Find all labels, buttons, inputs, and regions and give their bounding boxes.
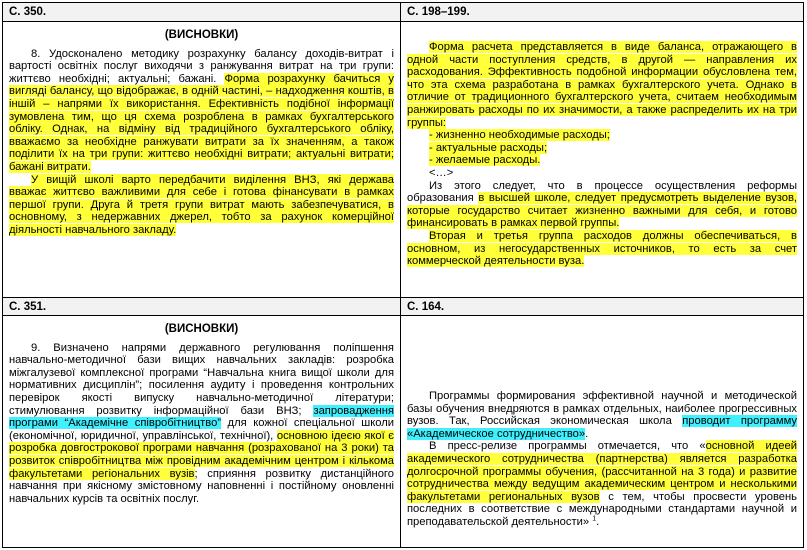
text-highlight-cyan: запровадження програми “Академічне співробітництво” bbox=[9, 404, 394, 430]
left-bottom-header: С. 351. bbox=[3, 297, 400, 316]
comparison-table bbox=[2, 2, 804, 548]
list-item: - желаемые расходы. bbox=[429, 154, 541, 167]
right-bottom-header: С. 164. bbox=[401, 297, 803, 316]
left-top-paragraph-2 bbox=[9, 174, 394, 237]
conclusions-title: (ВИСНОВКИ) bbox=[164, 29, 239, 41]
left-bottom-paragraph-1 bbox=[9, 342, 394, 506]
right-top-header: С. 198–199. bbox=[401, 3, 803, 22]
text-highlight: основною ідеєю якої є розробка довгострокової програми навчання (розрахованої на 3 роки) та розвиток співробітництва між провідним академічним центром і кількома факультетами регіональних вузів bbox=[9, 429, 394, 480]
text-plain: Из этого следует, что в процессе осуществления реформы образования bbox=[407, 179, 797, 205]
text-plain: В пресс-релизе программы отмечается, что « bbox=[429, 440, 706, 453]
left-column bbox=[3, 3, 401, 547]
text-plain: 8. Удосконалено методику розрахунку балансу доходів-витрат і вартості освітніх послуг виходячи з ранжування витрат на три групи: життєво необхідні; актуальні; бажані. bbox=[9, 47, 394, 85]
right-column bbox=[401, 3, 803, 547]
right-bottom-paragraph-1 bbox=[407, 390, 797, 440]
footnote-mark: 1 bbox=[592, 515, 597, 523]
right-top-cell bbox=[401, 23, 803, 297]
right-bottom-cell bbox=[401, 317, 803, 547]
text-highlight: Вторая и третья группа расходов должны обеспечиваться, в основном, из негосударственных источников, то есть за счет коммерческой деятельности вуза. bbox=[407, 229, 797, 268]
text-plain: для кожної спеціальної школи (економічної, юридичної, управлінської, технічної), bbox=[9, 417, 394, 442]
right-bottom-paragraph-2 bbox=[407, 440, 797, 528]
right-top-paragraph-1 bbox=[407, 41, 797, 129]
text-plain: 9. Визначено напрями державного регулювання поліпшення навчально-методичної бази вищих навчальних закладів: розробка міжгалузевої комплексної програми “Навчальна книга вищої школи для нормативних дисциплін”; посилення аудиту і проведення контрольних перевірок якості випуску навчально-методичної літератури; стимулювання розвитку інформаційної бази ВНЗ; bbox=[9, 341, 394, 417]
conclusions-title: (ВИСНОВКИ) bbox=[164, 323, 239, 335]
text-highlight: основной идеей академического сотрудничества (партнерства) является разработка долгосрочной программы обучения, (рассчитанной на 3 года) и развитие сотрудничества между ведущим академическим центром и несколькими факультетами региональных вузов bbox=[407, 440, 797, 503]
text-highlight: Форма розрахунку бачиться у вигляді балансу, що відображає, в одній частині, – надходження коштів, в іншій – напрями їх використання. Ефективність подібної інформації зумовлена тим, що ця схема розроблена в рамках бухгалтерського обліку. Однак, на відміну від традиційного бухгалтерського обліку, вважаємо за необхідне ранжувати витрати за їх значенням, а також поділити їх на три групи: життєво необхідні витрати; актуальні витрати; бажані витрати. bbox=[9, 72, 394, 173]
text-plain: с тем, чтобы просвести уровень последних в соответствие с международными стандартами научной и преподавательской деятельности» bbox=[407, 490, 798, 528]
left-top-header: С. 350. bbox=[3, 3, 400, 22]
list-item: - жизненно необходимые расходы; bbox=[429, 129, 610, 142]
text-plain: . bbox=[585, 427, 589, 440]
text-plain: . bbox=[596, 515, 600, 528]
left-top-paragraph-1 bbox=[9, 48, 394, 174]
list-item: - актуальные расходы; bbox=[429, 141, 548, 154]
text-highlight-cyan: проводит программу «Академическое сотрудничество» bbox=[407, 415, 798, 440]
left-bottom-cell bbox=[3, 317, 400, 547]
left-top-cell bbox=[3, 23, 400, 297]
expense-list bbox=[407, 129, 797, 167]
text-plain: Программы формирования эффективной научной и методической базы обучения внедряются в рамках отдельных, наиболее прогрессивных вузов. Так, Российская экономическая школа bbox=[407, 390, 797, 428]
text-highlight: У вищій школі варто передбачити виділення ВНЗ, які держава вважає життєво важливими для себе і готова фінансувати в рамках першої групи. Друга й третя групи витрат мають забезпечуватися, в основному, з недержавних джерел, тобто за рахунок комерційної діяльності навчального закладу. bbox=[9, 173, 394, 236]
text-plain: ; сприяння розвитку дистанційного навчання при якісному змістовному наповненні і постійному оновленні навчальних курсів та освітніх послуг. bbox=[9, 467, 394, 505]
ellipsis: <…> bbox=[429, 166, 454, 179]
text-highlight: Форма расчета представляется в виде баланса, отражающего в одной части поступления средств, в другой — направления их расходования. Эффективность подобной информации обусловлена тем, что эта схема разработана в рамках бухгалтерского учета. Однако в отличие от традиционного бухгалтерского учета, считаем необходимым ранжировать расходы по их значимости, а также распределить их на три группы: bbox=[407, 41, 797, 129]
text-highlight: в высшей школе, следует предусмотреть выделение вузов, которые государство считает жизненно важными для себя, и готово финансировать в рамках первой группы. bbox=[407, 192, 797, 230]
right-top-paragraph-2 bbox=[407, 180, 797, 230]
right-top-paragraph-3 bbox=[407, 230, 797, 268]
